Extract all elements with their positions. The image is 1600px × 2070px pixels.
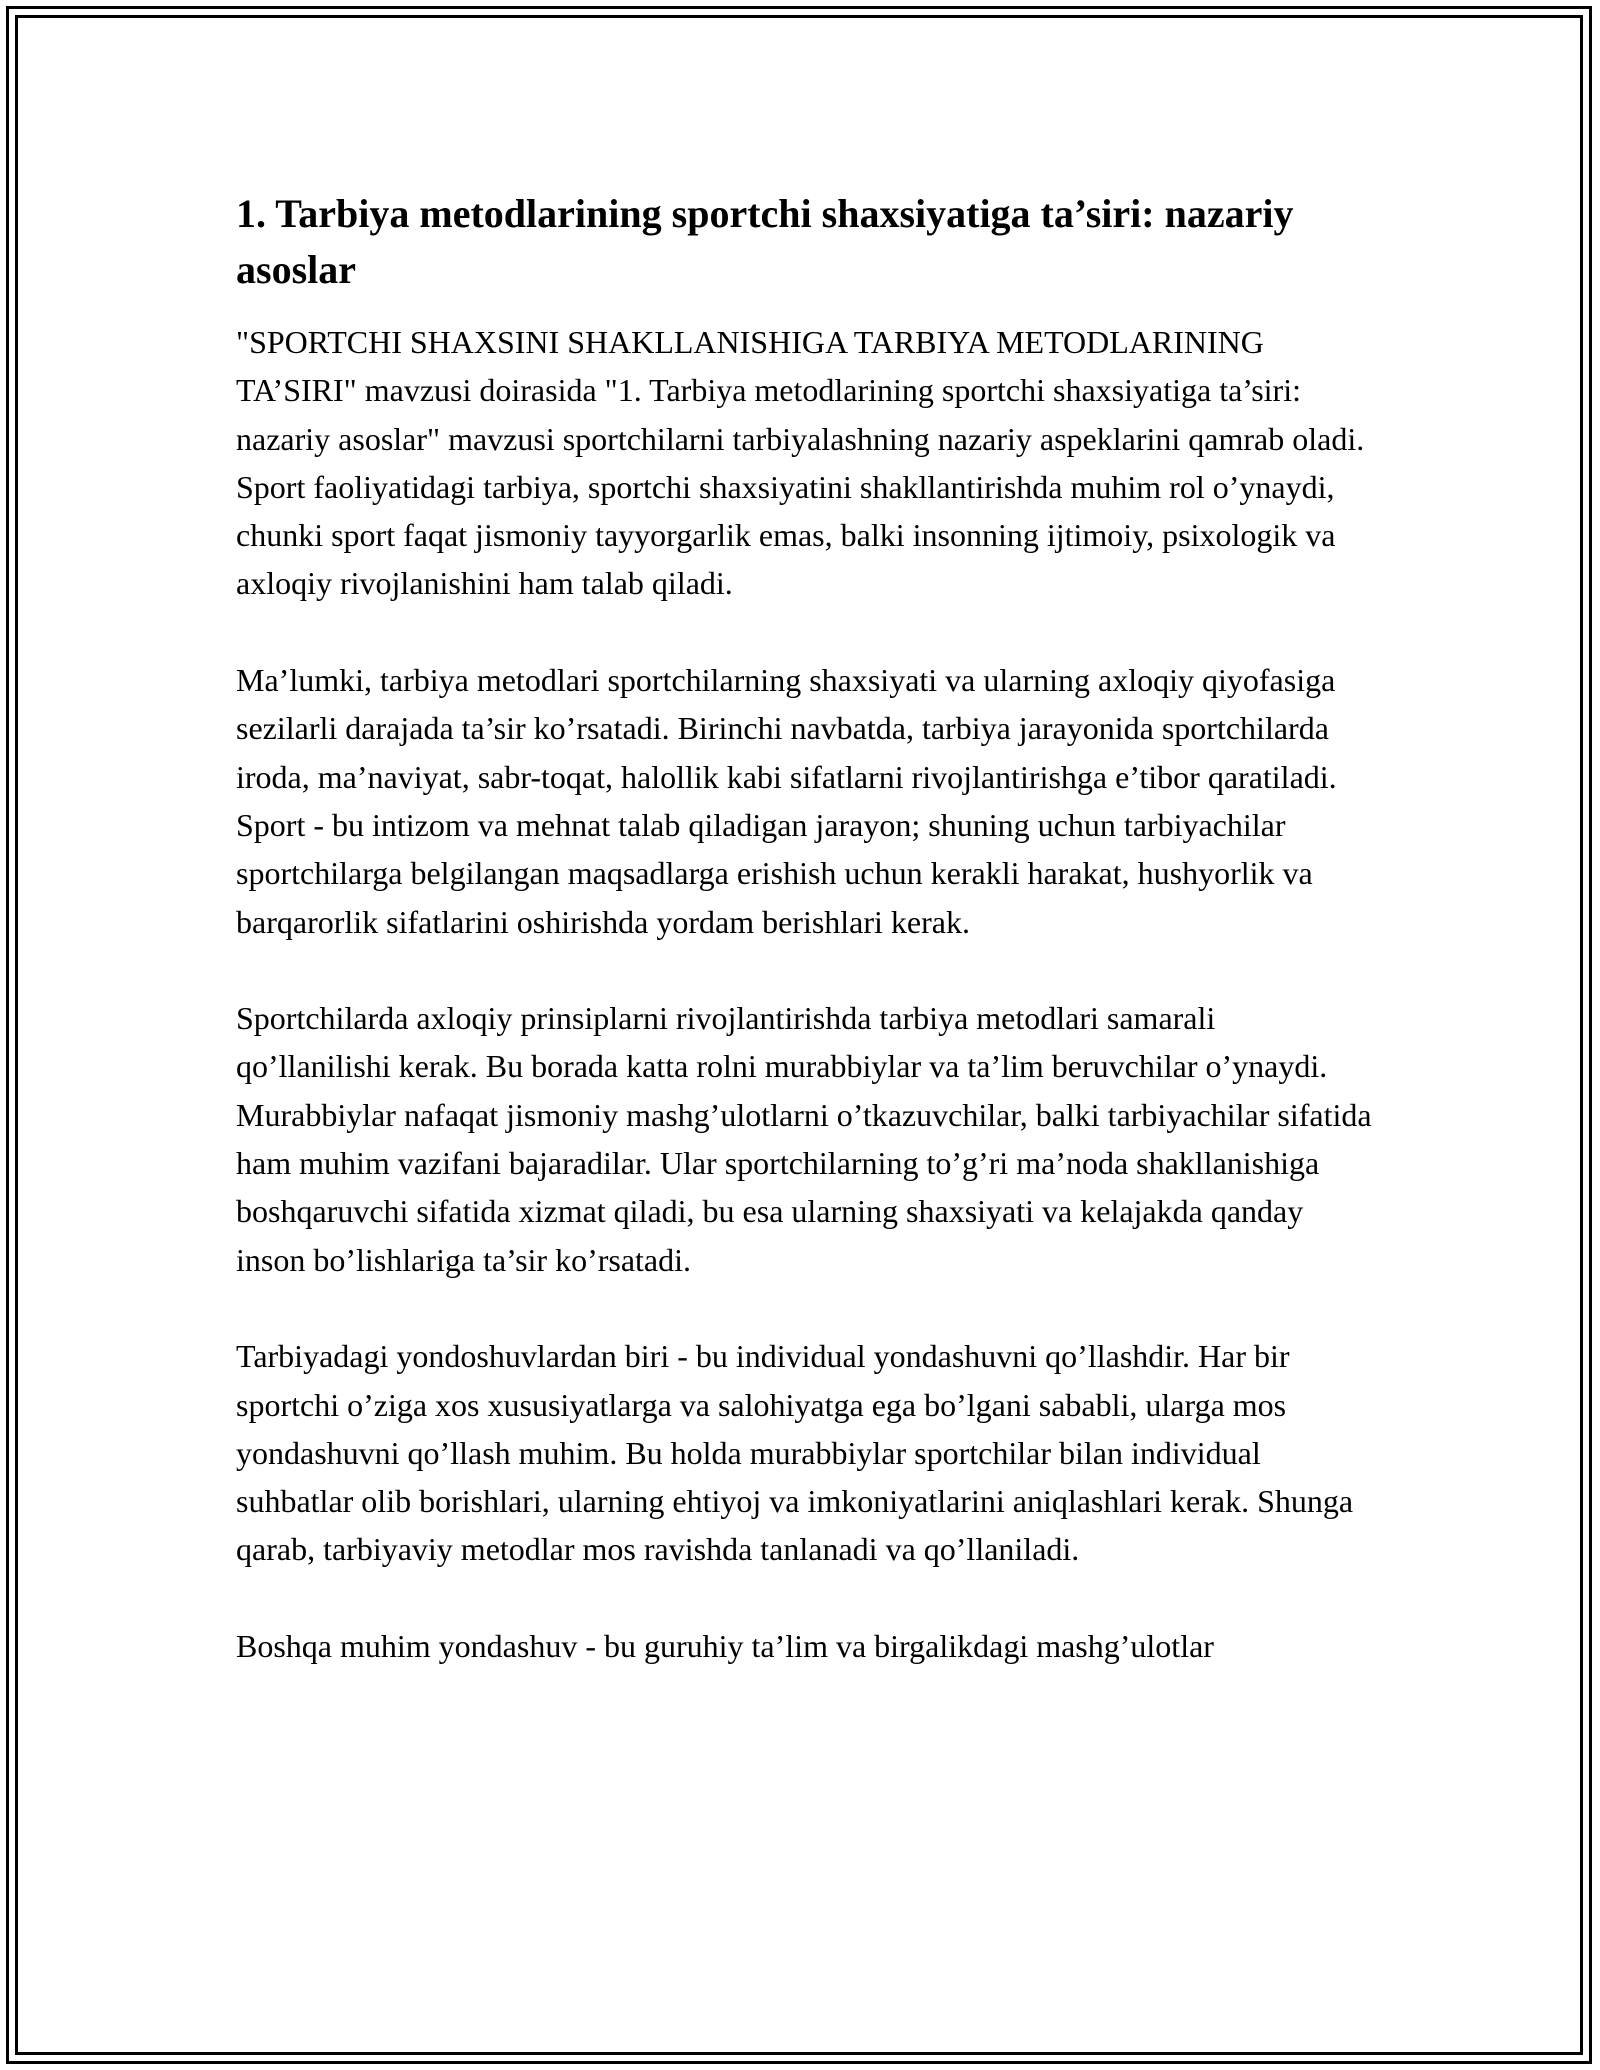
paragraph-4: Tarbiyadagi yondoshuvlardan biri - bu individual yondashuvni qo’llashdir. Har bir sportchi o’ziga xos xususiyatlarga va salohiyatga ega bo’lgani sababli, ularga mos yondashuvni qo’llash muhim. Bu holda murabbiylar sportchilar bilan individual suhbatlar olib borishlari, ularning ehtiyoj va imkoniyatlarini aniqlashlari kerak. Shunga qarab, tarbiyaviy metodlar mos ravishda tanlanadi va qo’llaniladi. [236, 1338, 1354, 1568]
paragraph-5: Boshqa muhim yondashuv - bu guruhiy ta’lim va birgalikdagi mashg’ulotlar [236, 1628, 1214, 1665]
document-body [236, 186, 1376, 1719]
section-heading: 1. Tarbiya metodlarining sportchi shaxsiyatiga ta’siri: nazariy asoslar [236, 191, 1294, 292]
paragraph-2: Ma’lumki, tarbiya metodlari sportchilarning shaxsiyati va ularning axloqiy qiyofasiga sezilarli darajada ta’sir ko’rsatadi. Birinchi navbatda, tarbiya jarayonida sportchilarda iroda, ma’naviyat, sabr-toqat, halollik kabi sifatlarni rivojlantirishga e’tibor qaratiladi. Sport - bu intizom va mehnat talab qiladigan jarayon; shuning uchun tarbiyachilar sportchilarga belgilangan maqsadlarga erishish uchun kerakli harakat, hushyorlik va barqarorlik sifatlarini oshirishda yordam berishlari kerak. [236, 662, 1337, 940]
paragraph-3: Sportchilarda axloqiy prinsiplarni rivojlantirishda tarbiya metodlari samarali qo’llanilishi kerak. Bu borada katta rolni murabbiylar va ta’lim beruvchilar o’ynaydi. Murabbiylar nafaqat jismoniy mashg’ulotlarni o’tkazuvchilar, balki tarbiyachilar sifatida ham muhim vazifani bajaradilar. Ular sportchilarning to’g’ri ma’noda shakllanishiga boshqaruvchi sifatida xizmat qiladi, bu esa ularning shaxsiyati va kelajakda qanday inson bo’lishlariga ta’sir ko’rsatadi. [236, 1000, 1372, 1278]
paragraph-1: "SPORTCHI SHAXSINI SHAKLLANISHIGA TARBIYA METODLARINING TA’SIRI" mavzusi doirasida "1. Tarbiya metodlarining sportchi shaxsiyatiga ta’siri: nazariy asoslar" mavzusi sportchilarni tarbiyalashning nazariy aspeklarini qamrab oladi. Sport faoliyatidagi tarbiya, sportchi shaxsiyatini shakllantirishda muhim rol o’ynaydi, chunki sport faqat jismoniy tayyorgarlik emas, balki insonning ijtimoiy, psixologik va axloqiy rivojlanishini ham talab qiladi. [236, 324, 1365, 602]
